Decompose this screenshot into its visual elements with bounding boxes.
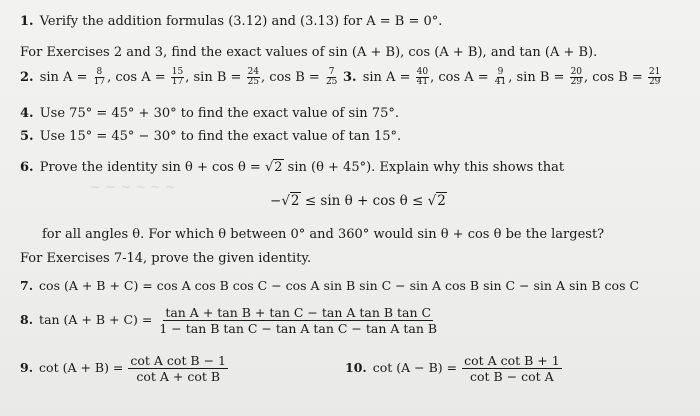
- fraction-right-hand-side: [128, 353, 228, 384]
- exercise-3: [343, 68, 662, 87]
- exercise-4: [20, 106, 399, 122]
- fraction-sin-b: [570, 68, 583, 87]
- fraction-cos-a: [171, 68, 184, 87]
- radicand: 2: [274, 160, 283, 175]
- numerator: 15: [171, 67, 184, 77]
- exercise-10: [345, 353, 563, 384]
- square-root: √2: [427, 193, 446, 209]
- left-hand-side: cot (A − B) =: [372, 360, 458, 375]
- numerator: 40: [416, 67, 429, 77]
- numerator: tan A + tan B + tan C − tan A tan B tan C: [165, 305, 432, 320]
- denominator: 17: [93, 77, 106, 87]
- fraction-cos-a: [494, 68, 507, 87]
- numerator: 21: [648, 67, 661, 77]
- instruction-exercises-2-3: For Exercises 2 and 3, find the exact values of sin (A + B), cos (A + B), and tan (A + B).: [20, 45, 598, 60]
- denominator: 41: [416, 77, 429, 87]
- label-sin-a: sin A =: [39, 70, 88, 85]
- numerator: cot A cot B + 1: [464, 353, 560, 368]
- left-hand-side: cot (A + B) =: [39, 360, 124, 375]
- exercise-number: 5.: [20, 129, 34, 144]
- exercise-text: cos (A + B + C) = cos A cos B cos C − cos A sin B sin C − sin A cos B sin C − sin A sin B cos C: [39, 278, 640, 293]
- denominator: 41: [494, 77, 507, 87]
- bleed-through-text: ~ ~ ~ ~ ~ ~: [90, 180, 177, 195]
- exercise-2: [20, 68, 339, 87]
- left-hand-side: tan (A + B + C) =: [39, 312, 153, 327]
- numerator: 8: [96, 67, 103, 77]
- minus-sign: −: [270, 193, 282, 209]
- exercise-number: 10.: [345, 360, 367, 375]
- exercise-text: Verify the addition formulas (3.12) and (3.13) for A = B = 0°.: [39, 14, 443, 29]
- denominator: cot A + cot B: [136, 369, 221, 384]
- exercise-text: Use 75° = 45° + 30° to find the exact value of sin 75°.: [39, 106, 399, 121]
- denominator: 25: [325, 77, 338, 87]
- exercise-number: 7.: [20, 278, 34, 293]
- exercise-6: [20, 160, 564, 176]
- label-cos-b: , cos B =: [584, 70, 643, 85]
- inequality-middle: ≤ sin θ + cos θ ≤: [304, 193, 424, 209]
- radicand: 2: [437, 193, 446, 209]
- fraction-right-hand-side: [462, 353, 562, 384]
- exercise-number: 1.: [20, 14, 34, 29]
- numerator: 7: [328, 67, 335, 77]
- fraction-sin-a: [93, 68, 106, 87]
- denominator: 1 − tan B tan C − tan A tan C − tan A tan B: [159, 321, 438, 336]
- exercise-6-question: for all angles θ. For which θ between 0° and 360° would sin θ + cos θ be the largest?: [42, 227, 605, 242]
- exercise-number: 6.: [20, 160, 34, 175]
- exercise-number: 8.: [20, 312, 34, 327]
- label-cos-b: , cos B =: [261, 70, 320, 85]
- denominator: cot B − cot A: [470, 369, 554, 384]
- square-root: √2: [281, 193, 300, 209]
- denominator: 29: [648, 77, 661, 87]
- denominator: 25: [247, 77, 260, 87]
- square-root: √2: [264, 160, 283, 175]
- numerator: 20: [570, 67, 583, 77]
- exercise-text-end: sin (θ + 45°). Explain why this shows that: [287, 160, 565, 175]
- inequality-display: [270, 193, 447, 209]
- exercise-number: 2.: [20, 70, 34, 85]
- exercise-5: [20, 129, 401, 145]
- exercise-number: 9.: [20, 360, 34, 375]
- fraction-cos-b: [648, 68, 661, 87]
- exercise-7: [20, 278, 639, 294]
- exercise-text: Use 15° = 45° − 30° to find the exact value of tan 15°.: [39, 129, 402, 144]
- exercise-1: [20, 14, 442, 30]
- fraction-right-hand-side: [157, 305, 439, 336]
- label-cos-a: , cos A =: [107, 70, 166, 85]
- label-sin-b: , sin B =: [508, 70, 565, 85]
- label-cos-a: , cos A =: [430, 70, 489, 85]
- fraction-cos-b: [325, 68, 338, 87]
- exercise-number: 3.: [343, 70, 357, 85]
- denominator: 17: [171, 77, 184, 87]
- numerator: cot A cot B − 1: [130, 353, 226, 368]
- radicand: 2: [290, 193, 300, 209]
- denominator: 29: [570, 77, 583, 87]
- numerator: 24: [247, 67, 260, 77]
- fraction-sin-b: [247, 68, 260, 87]
- exercise-8: [20, 305, 440, 336]
- exercise-9: [20, 353, 229, 384]
- label-sin-a: sin A =: [362, 70, 411, 85]
- instruction-exercises-7-14: For Exercises 7-14, prove the given identity.: [20, 251, 312, 266]
- fraction-sin-a: [416, 68, 429, 87]
- exercise-text-start: Prove the identity sin θ + cos θ =: [39, 160, 261, 175]
- numerator: 9: [497, 67, 504, 77]
- label-sin-b: , sin B =: [185, 70, 242, 85]
- exercise-number: 4.: [20, 106, 34, 121]
